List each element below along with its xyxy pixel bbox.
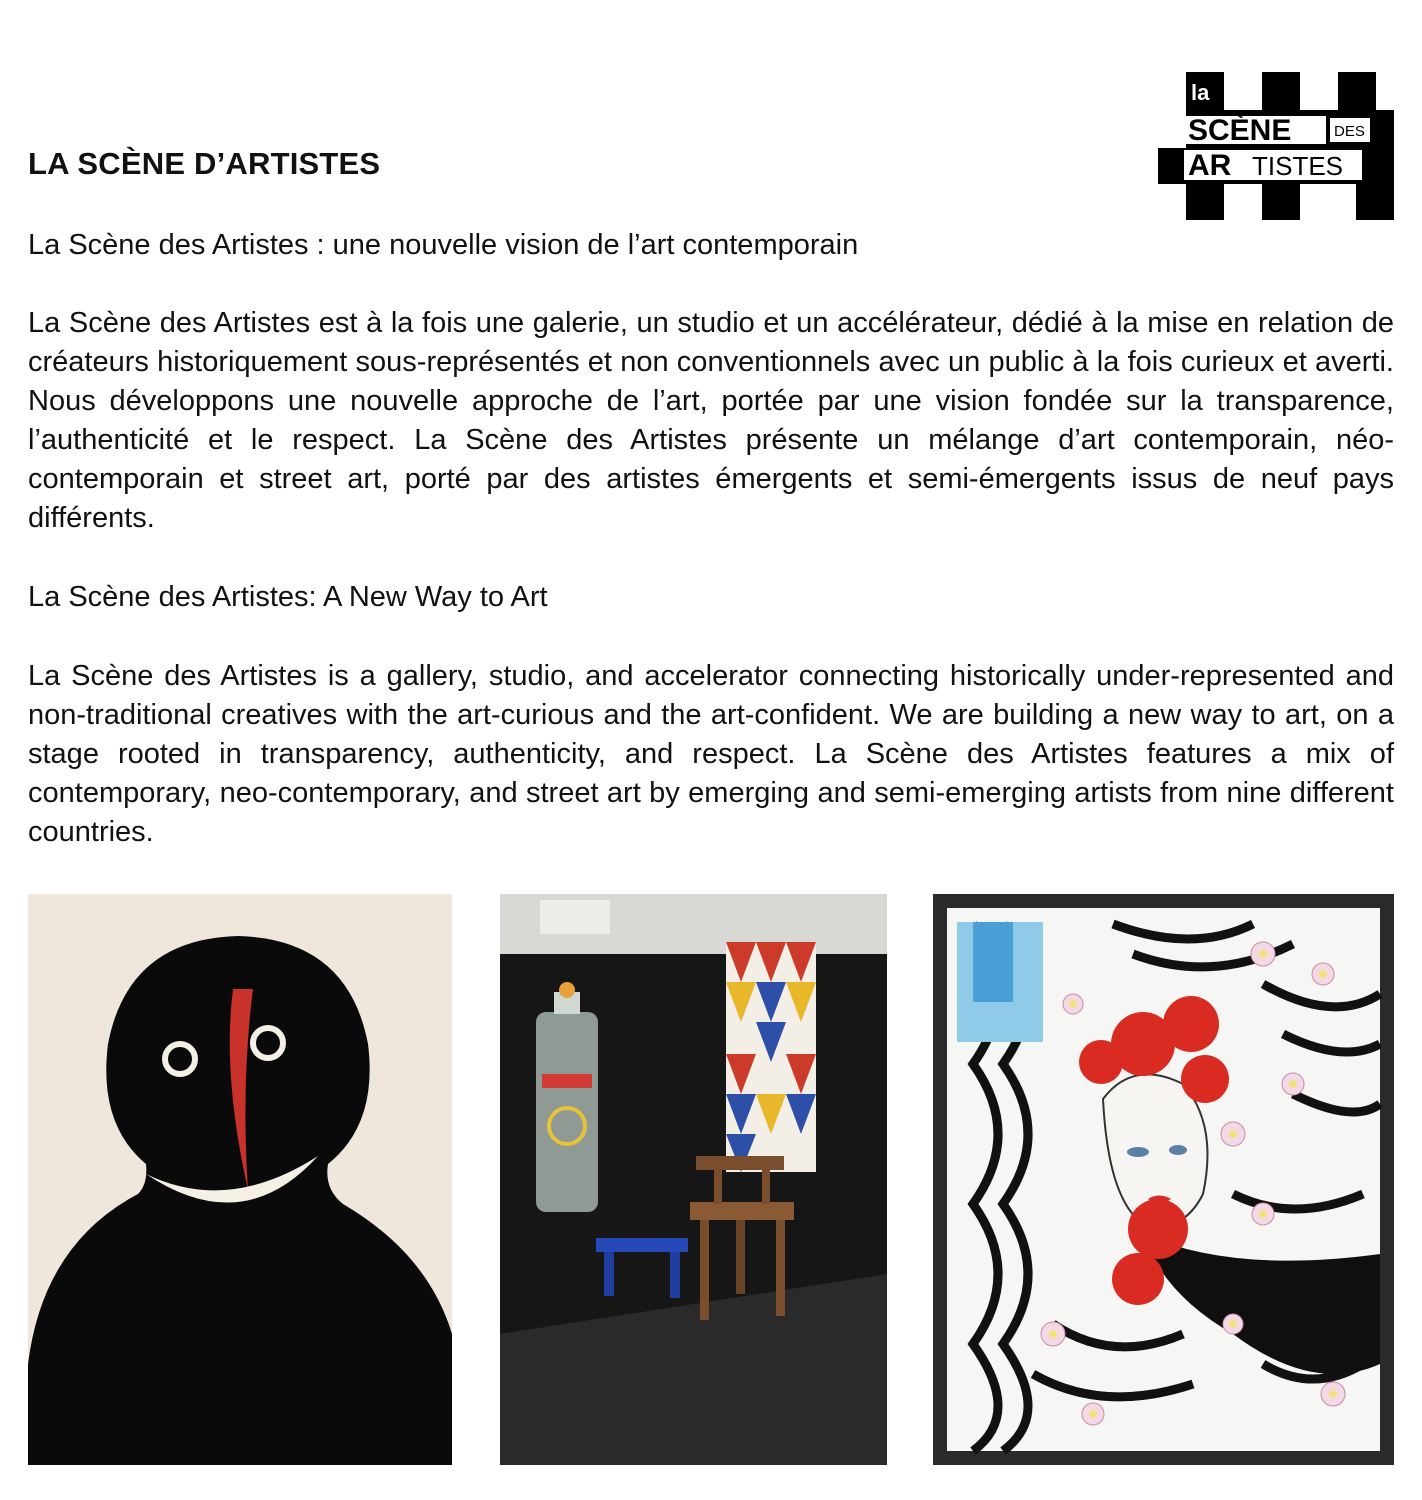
logo-word-tistes: TISTES <box>1252 151 1344 181</box>
artwork-gallery-installation <box>500 894 887 1465</box>
brand-logo <box>1158 72 1394 220</box>
artwork-black-figure <box>28 894 452 1465</box>
english-paragraph: La Scène des Artistes is a gallery, studio, and accelerator connecting historically under-represented and non-traditional creatives with the art-curious and the art-confident. We are building a new way to art, on a stage rooted in transparency, authenticity, and respect. La Scène des Artistes features a mix of contemporary, neo-contemporary, and street art by emerging and semi-emerging artists from nine different countries. <box>28 660 1394 848</box>
logo-word-scene: SCÈNE <box>1188 114 1292 147</box>
french-subtitle: La Scène des Artistes : une nouvelle vision de l’art contemporain <box>28 229 859 261</box>
page-title: LA SCÈNE D’ARTISTES <box>28 146 381 181</box>
logo-mark <box>1158 72 1394 220</box>
artwork-floral-portrait <box>933 894 1394 1465</box>
english-subtitle: La Scène des Artistes: A New Way to Art <box>28 581 548 613</box>
logo-word-ar: AR <box>1188 149 1232 182</box>
logo-word-des: DES <box>1334 123 1365 140</box>
french-paragraph: La Scène des Artistes est à la fois une galerie, un studio et un accélérateur, dédié à la mise en relation de créateurs historiquement sous-représentés et non conventionnels avec un public à la fois curieux et averti. Nous développons une nouvelle approche de l’art, portée par une vision fondée sur la transparence, l’authenticité et le respect. La Scène des Artistes présente un mélange d’art contemporain, néo-contemporain et street art, porté par des artistes émergents et semi-émergents issus de neuf pays différents. <box>28 307 1394 534</box>
logo-word-la: la <box>1191 80 1210 105</box>
